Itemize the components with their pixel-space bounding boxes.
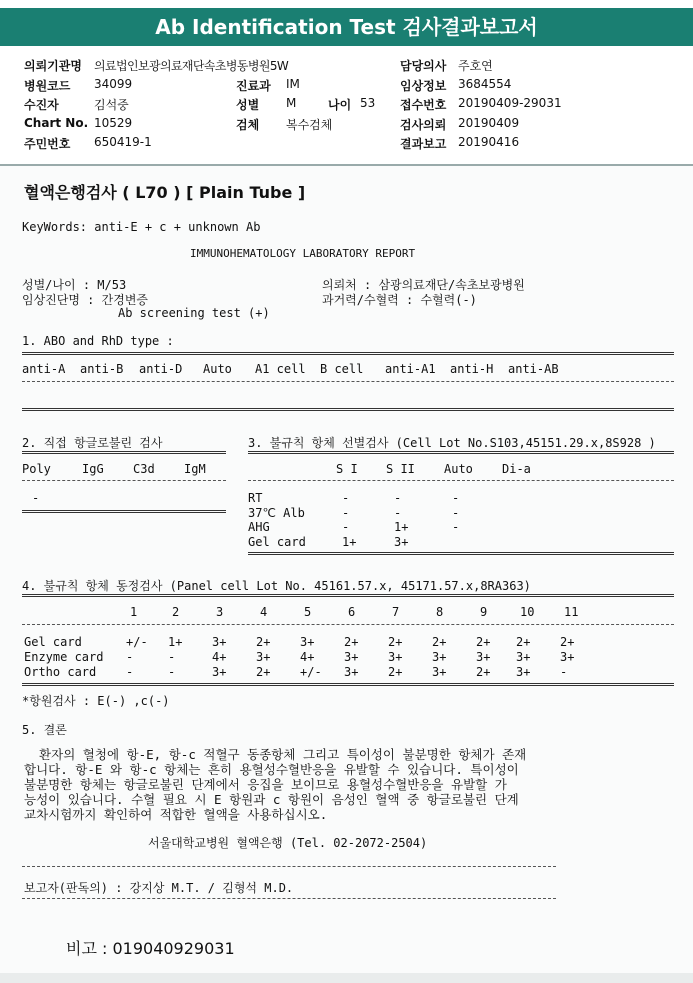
dashed-rule: [22, 480, 226, 481]
s4-cell: 3+: [212, 635, 227, 649]
s4-row-label: Enzyme card: [24, 650, 104, 664]
section5-title: 5. 결론: [22, 723, 67, 737]
document-title: Ab Identification Test 검사결과보고서: [155, 15, 538, 39]
s4-cell: -: [560, 665, 568, 679]
double-rule: [22, 451, 226, 454]
s3-cell: -: [342, 520, 350, 534]
s4-row-label: Gel card: [24, 635, 82, 649]
s4-column-number: 2: [172, 605, 180, 619]
s3-header: Di-a: [502, 462, 531, 476]
s4-column-number: 9: [480, 605, 488, 619]
s4-column-number: 4: [260, 605, 268, 619]
s4-cell: 3+: [432, 650, 447, 664]
s4-cell: 3+: [560, 650, 575, 664]
conclusion-line: 합니다. 항-E 와 항-c 항체는 흔히 용혈성수혈반응을 유발할 수 있습니다. 특이성이: [24, 762, 519, 777]
header-value: 10529: [94, 116, 133, 130]
conclusion-line: 교차시험까지 확인하여 적합한 혈액을 사용하십시오.: [24, 807, 328, 822]
s4-column-number: 8: [436, 605, 444, 619]
s3-header: Auto: [444, 462, 473, 476]
s3-cell: -: [452, 506, 460, 520]
s3-row-label: 37℃ Alb: [248, 506, 305, 520]
s1-header: B cell: [320, 362, 364, 376]
s2-header: IgG: [82, 462, 104, 476]
requester: 의뢰처 : 삼광의료재단/속초보광병원: [322, 278, 525, 292]
s2-header: IgM: [184, 462, 206, 476]
s2-value: -: [32, 491, 40, 505]
double-rule: [22, 510, 226, 513]
reporter: 보고자(판독의) : 강지상 M.T. / 김형석 M.D.: [24, 881, 294, 895]
s3-row-label: AHG: [248, 520, 270, 534]
s4-cell: 3+: [388, 650, 403, 664]
conclusion-line: 능성이 있습니다. 수혈 필요 시 E 항원과 c 항원이 음성인 혈액 중 항글로불린 단계: [24, 792, 519, 807]
s4-column-number: 7: [392, 605, 400, 619]
s4-column-number: 10: [520, 605, 535, 619]
s4-cell: 2+: [344, 635, 359, 649]
s1-header: Auto: [203, 362, 232, 376]
s3-cell: -: [452, 520, 460, 534]
s4-column-number: 6: [348, 605, 356, 619]
keywords: KeyWords: anti-E + c + unknown Ab: [22, 220, 261, 234]
s3-cell: 1+: [394, 520, 409, 534]
header-key: 결과보고: [400, 137, 447, 151]
s4-cell: 2+: [476, 635, 491, 649]
report-title-bar: [0, 8, 693, 46]
header-value: 53: [360, 96, 376, 110]
s1-header: anti-AB: [508, 362, 559, 376]
double-rule: [22, 352, 674, 355]
s3-cell: -: [342, 506, 350, 520]
s3-cell: -: [394, 506, 402, 520]
s1-header: anti-A: [22, 362, 66, 376]
header-value: 의료법인보광의료재단속초병동병원5W: [94, 59, 289, 73]
header-value: 복수검체: [286, 118, 333, 132]
s3-cell: -: [452, 491, 460, 505]
s4-cell: 3+: [516, 665, 531, 679]
conclusion-line: 환자의 혈청에 항-E, 항-c 적혈구 동종항체 그리고 특이성이 불분명한 항체가 존재: [24, 747, 527, 762]
history: 과거력/수혈력 : 수혈력(-): [322, 293, 477, 307]
antigen-result: *항원검사 : E(-) ,c(-): [22, 694, 170, 708]
s3-cell: -: [394, 491, 402, 505]
header-key: 진료과: [236, 79, 271, 93]
s4-cell: 3+: [344, 665, 359, 679]
header-value: 20190416: [458, 135, 520, 149]
double-rule: [22, 683, 674, 686]
s4-cell: 2+: [432, 635, 447, 649]
header-key: 수진자: [24, 98, 59, 112]
s4-cell: +/-: [126, 635, 148, 649]
header-key: 검사의뢰: [400, 118, 447, 132]
report-title: 혈액은행검사 ( L70 ) [ Plain Tube ]: [24, 183, 306, 202]
s3-header: S I: [336, 462, 358, 476]
s4-column-number: 5: [304, 605, 312, 619]
dashed-rule: [22, 624, 674, 625]
header-value: 34099: [94, 77, 133, 91]
bottom-strip: [0, 973, 693, 983]
s4-cell: +/-: [300, 665, 322, 679]
dashed-rule: [22, 381, 674, 382]
double-rule: [248, 451, 674, 454]
s4-cell: 2+: [388, 635, 403, 649]
header-value: 20190409: [458, 116, 520, 130]
s4-cell: 3+: [300, 635, 315, 649]
header-value: 3684554: [458, 77, 512, 91]
sex-age: 성별/나이 : M/53: [22, 278, 127, 292]
section4-title: 4. 불규칙 항체 동정검사 (Panel cell Lot No. 45161.57.x, 45171.57.x,8RA363): [22, 579, 531, 593]
header-key: Chart No.: [24, 116, 89, 130]
hospital-contact: 서울대학교병원 혈액은행 (Tel. 02-2072-2504): [148, 836, 428, 850]
s4-cell: 3+: [516, 650, 531, 664]
header-key: 담당의사: [400, 59, 447, 73]
s4-cell: 2+: [388, 665, 403, 679]
s3-row-label: RT: [248, 491, 263, 505]
s3-header: S II: [386, 462, 415, 476]
s4-cell: 3+: [476, 650, 491, 664]
header-key: 임상정보: [400, 79, 447, 93]
header-value: 주호연: [458, 59, 493, 73]
s2-header: Poly: [22, 462, 51, 476]
s3-cell: -: [342, 491, 350, 505]
s1-header: A1 cell: [255, 362, 306, 376]
s4-cell: 3+: [432, 665, 447, 679]
s4-cell: 2+: [560, 635, 575, 649]
header-key: 검체: [236, 118, 260, 132]
header-value: 20190409-29031: [458, 96, 562, 110]
s4-cell: 1+: [168, 635, 183, 649]
s4-cell: -: [126, 650, 134, 664]
s4-cell: 3+: [212, 665, 227, 679]
s3-cell: 3+: [394, 535, 409, 549]
s4-cell: 3+: [256, 650, 271, 664]
section1-title: 1. ABO and RhD type :: [22, 334, 174, 348]
header-value: M: [286, 96, 297, 110]
double-rule: [22, 408, 674, 411]
s1-header: anti-D: [139, 362, 183, 376]
lab-title: IMMUNOHEMATOLOGY LABORATORY REPORT: [190, 247, 416, 260]
header-value: 650419-1: [94, 135, 152, 149]
double-rule: [22, 594, 674, 597]
s4-row-label: Ortho card: [24, 665, 97, 679]
section3-title: 3. 불규칙 항체 선별검사 (Cell Lot No.S103,45151.29.x,8S928 ): [248, 436, 656, 450]
header-key: 병원코드: [24, 79, 71, 93]
screening: Ab screening test (+): [118, 306, 270, 320]
s4-column-number: 11: [564, 605, 579, 619]
remark: 비고 : 019040929031: [66, 939, 235, 958]
s4-cell: -: [126, 665, 134, 679]
diagnosis: 임상진단명 : 간경변증: [22, 293, 149, 307]
header-key: 접수번호: [400, 98, 447, 112]
s1-header: anti-A1: [385, 362, 436, 376]
conclusion-line: 불분명한 항체는 항글로불린 단계에서 응집을 보이므로 용혈성수혈반응을 유발할 가: [24, 777, 507, 792]
dashed-rule: [248, 480, 674, 481]
header-key: 성별: [236, 98, 260, 112]
s4-cell: 3+: [344, 650, 359, 664]
header-key: 의뢰기관명: [24, 59, 82, 73]
s4-cell: -: [168, 650, 176, 664]
s1-header: anti-B: [80, 362, 124, 376]
s4-cell: -: [168, 665, 176, 679]
s4-cell: 2+: [476, 665, 491, 679]
dashed-rule: [22, 898, 556, 899]
double-rule: [248, 552, 674, 555]
header-key: 나이: [328, 98, 352, 112]
s3-cell: 1+: [342, 535, 357, 549]
s4-column-number: 1: [130, 605, 138, 619]
dashed-rule: [22, 866, 556, 867]
s1-header: anti-H: [450, 362, 494, 376]
s2-header: C3d: [133, 462, 155, 476]
s3-row-label: Gel card: [248, 535, 306, 549]
s4-cell: 2+: [256, 635, 271, 649]
s4-cell: 4+: [212, 650, 227, 664]
header-key: 주민번호: [24, 137, 71, 151]
section2-title: 2. 직접 항글로불린 검사: [22, 436, 163, 450]
s4-column-number: 3: [216, 605, 224, 619]
header-value: IM: [286, 77, 300, 91]
s4-cell: 2+: [256, 665, 271, 679]
header-value: 김석중: [94, 98, 129, 112]
s4-cell: 4+: [300, 650, 315, 664]
s4-cell: 2+: [516, 635, 531, 649]
